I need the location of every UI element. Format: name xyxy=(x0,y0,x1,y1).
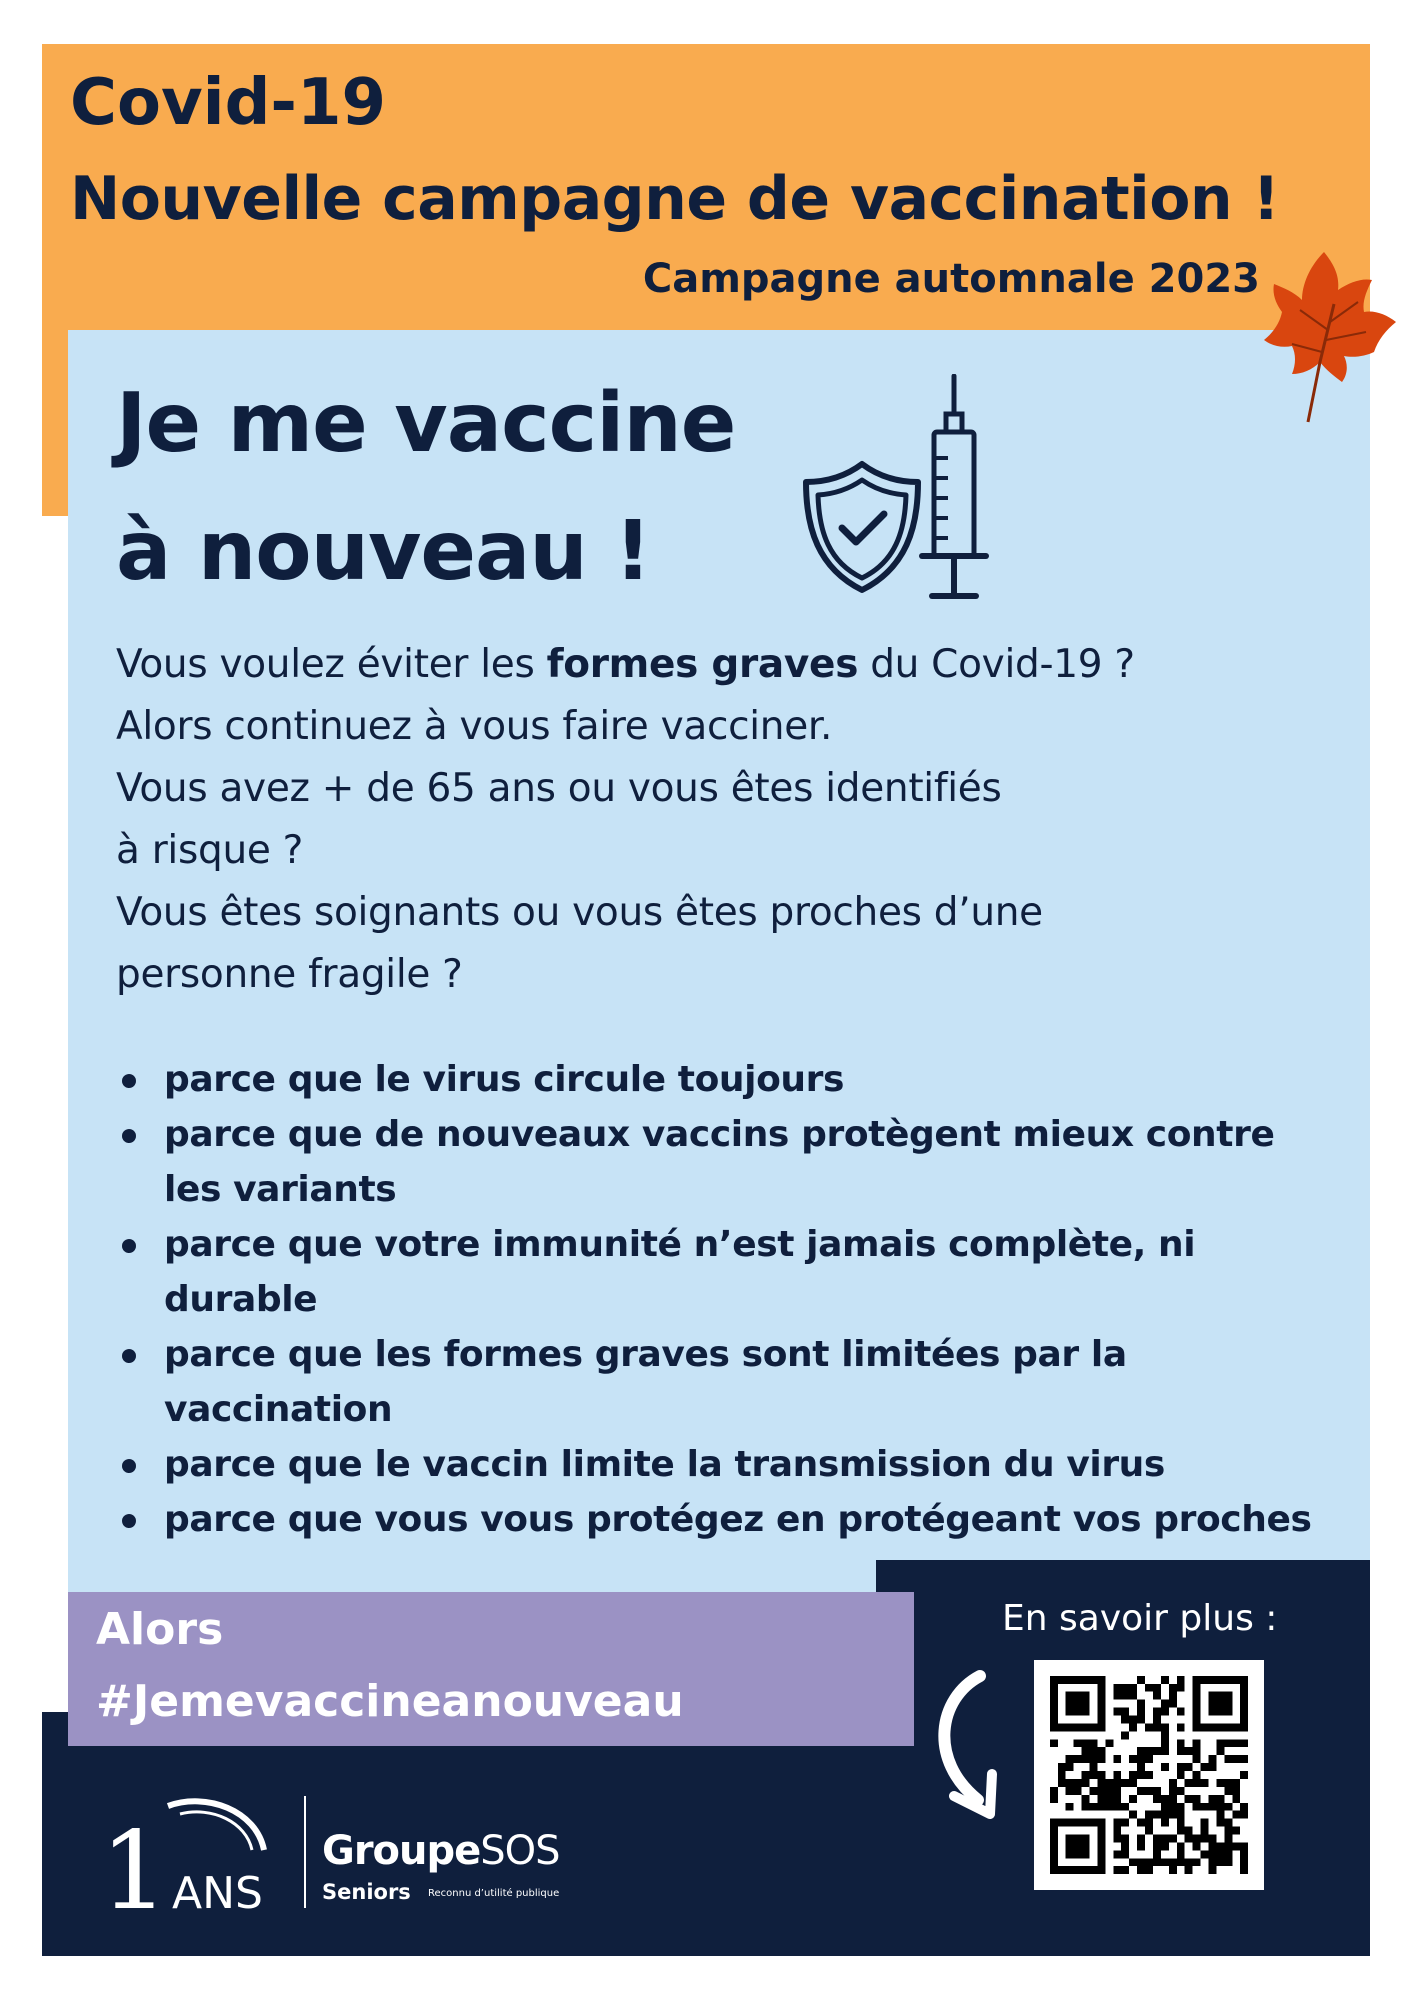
reason-item: parce que vous vous protégez en protégeant vos proches xyxy=(116,1492,1336,1547)
intro-line: Vous êtes soignants ou vous êtes proches d’une xyxy=(116,890,1043,935)
intro-emphasis: formes graves xyxy=(546,642,859,687)
logo-number: 1 xyxy=(100,1809,169,1920)
brand-bold: Groupe xyxy=(322,1828,481,1874)
reason-item: parce que le virus circule toujours xyxy=(116,1052,1336,1107)
intro-line: Vous avez + de 65 ans ou vous êtes identifiés xyxy=(116,766,1002,811)
title-campaign: Nouvelle campagne de vaccination ! xyxy=(70,164,1280,234)
brand-tagline: Reconnu d’utilité publique xyxy=(428,1888,560,1899)
headline-line1: Je me vaccine xyxy=(116,376,736,471)
brand-light: SOS xyxy=(480,1828,560,1874)
intro-line: à risque ? xyxy=(116,828,304,873)
reasons-list xyxy=(116,1052,1336,1547)
brand-seniors: Seniors xyxy=(322,1880,411,1904)
header-banner-edge xyxy=(42,330,68,516)
headline xyxy=(116,360,735,616)
brand-name xyxy=(322,1828,560,1874)
intro-text xyxy=(116,634,1135,1006)
cta-hashtag: #Jemevaccineanouveau xyxy=(96,1676,684,1727)
logo-divider xyxy=(304,1796,306,1908)
cta-alors: Alors xyxy=(96,1604,224,1655)
reason-item: parce que les formes graves sont limitées par la vaccination xyxy=(116,1327,1336,1437)
subtitle-autumn: Campagne automnale 2023 xyxy=(642,256,1260,302)
reason-item: parce que le vaccin limite la transmission du virus xyxy=(116,1437,1336,1492)
qr-code[interactable] xyxy=(1034,1660,1264,1890)
intro-line xyxy=(116,634,1135,696)
intro-line1-end: du Covid-19 ? xyxy=(858,642,1135,687)
intro-line1-start: Vous voulez éviter les xyxy=(116,642,547,687)
reason-item: parce que de nouveaux vaccins protègent mieux contre les variants xyxy=(116,1107,1336,1217)
logo-ans: ANS xyxy=(172,1868,263,1919)
headline-line2: à nouveau ! xyxy=(116,504,651,599)
intro-line: personne fragile ? xyxy=(116,952,463,997)
curved-arrow-icon xyxy=(918,1668,1028,1830)
intro-line: Alors continuez à vous faire vacciner. xyxy=(116,704,833,749)
ten-years-logo xyxy=(96,1790,286,1920)
shield-check-icon xyxy=(798,458,926,596)
title-covid: Covid-19 xyxy=(70,66,387,140)
syringe-icon xyxy=(918,374,990,604)
autumn-leaf-icon xyxy=(1262,244,1402,434)
more-info-label: En savoir plus : xyxy=(1002,1598,1278,1639)
reason-item: parce que votre immunité n’est jamais complète, ni durable xyxy=(116,1217,1336,1327)
